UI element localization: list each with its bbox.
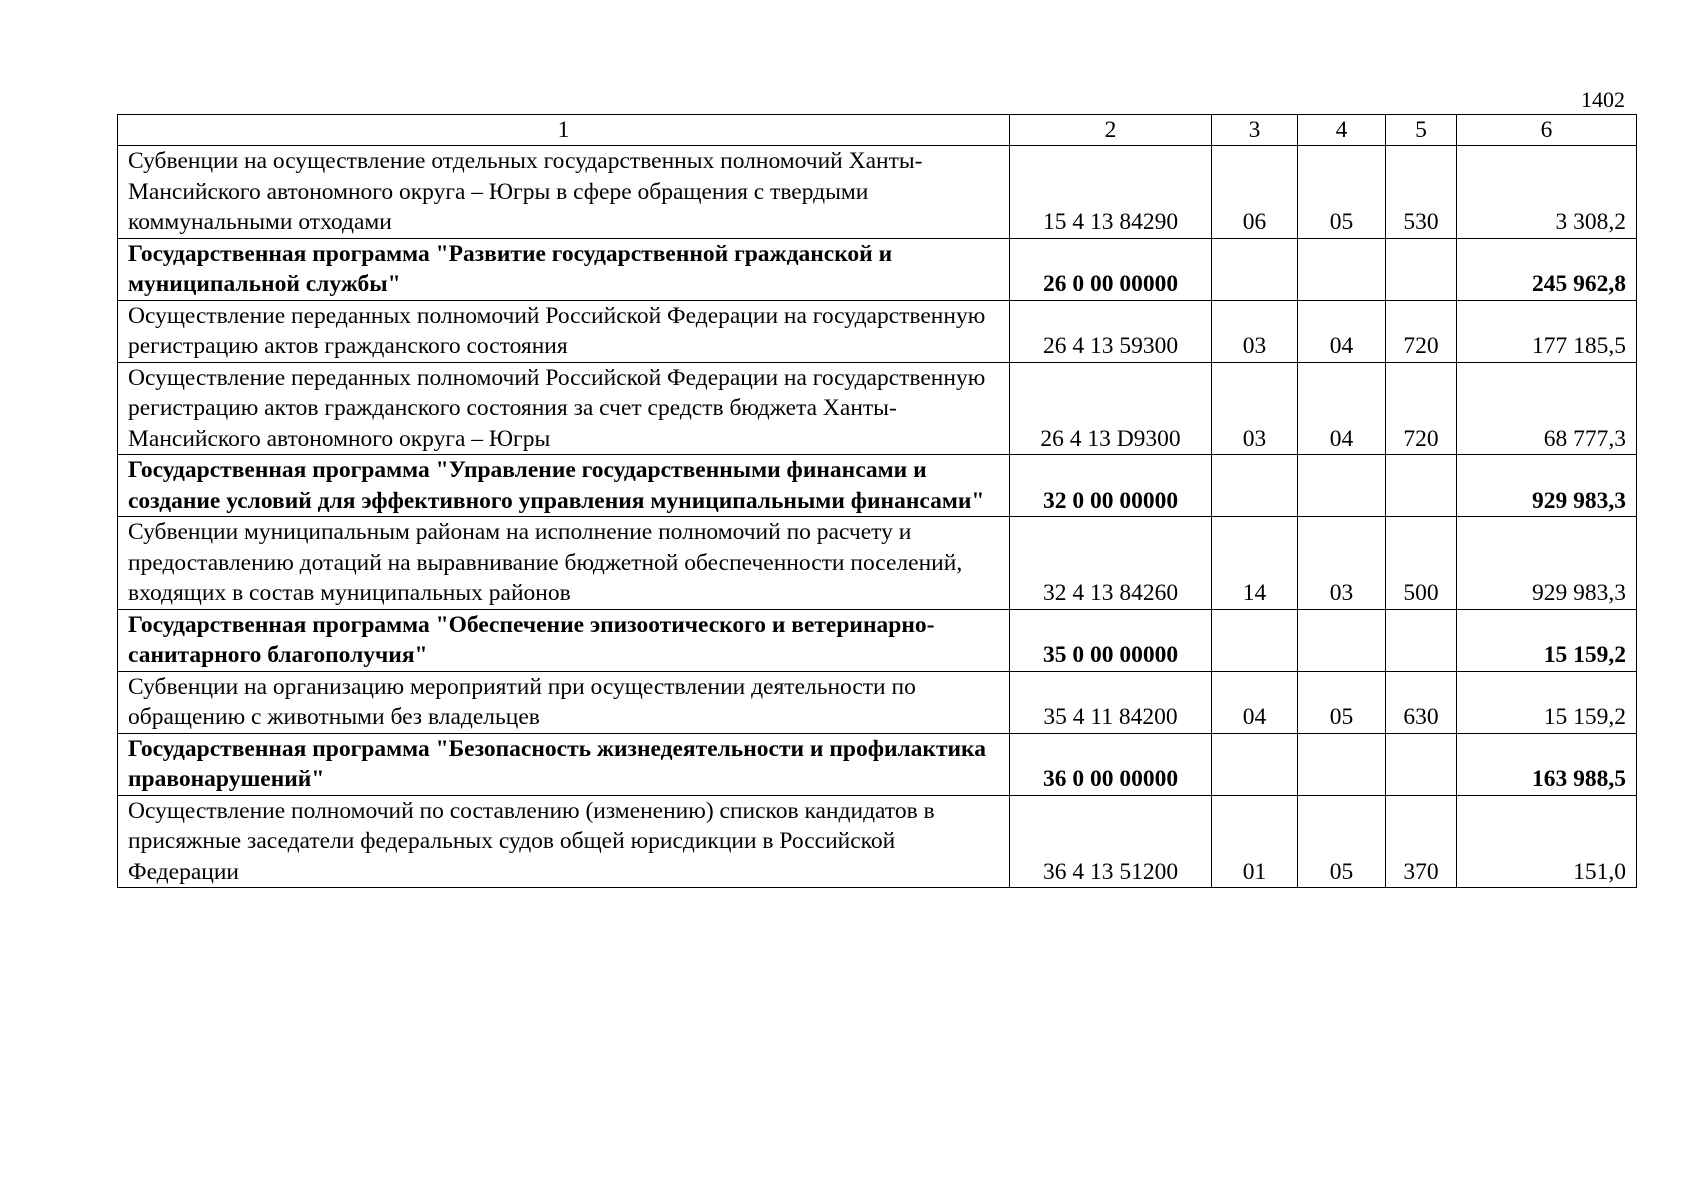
row-amount-cell: 929 983,3 [1457,517,1637,610]
row-section-cell [1212,455,1298,517]
row-amount-cell: 3 308,2 [1457,146,1637,239]
row-section-cell: 04 [1212,671,1298,733]
row-code-cell: 26 4 13 59300 [1010,300,1212,362]
row-name-cell: Осуществление переданных полномочий Российской Федерации на государственную регистрацию актов гражданского состояния за счет средств бюджета Ханты-Мансийского автономного округа – Югры [118,362,1010,455]
row-section-cell: 03 [1212,362,1298,455]
row-code-cell: 36 4 13 51200 [1010,795,1212,888]
table-row [118,300,1637,362]
row-type-cell: 500 [1386,517,1457,610]
row-subsection-cell [1298,609,1386,671]
row-section-cell: 03 [1212,300,1298,362]
row-subsection-cell: 05 [1298,795,1386,888]
row-section-cell [1212,733,1298,795]
table-row [118,455,1637,517]
budget-table-body [118,115,1637,888]
row-type-cell [1386,238,1457,300]
row-name-cell: Осуществление полномочий по составлению (изменению) списков кандидатов в присяжные заседатели федеральных судов общей юрисдикции в Российской Федерации [118,795,1010,888]
row-name-cell: Государственная программа "Управление государственными финансами и создание условий для эффективного управления муниципальными финансами" [118,455,1010,517]
row-name-cell: Государственная программа "Безопасность жизнедеятельности и профилактика правонарушений" [118,733,1010,795]
table-row [118,671,1637,733]
row-type-cell [1386,733,1457,795]
table-row [118,238,1637,300]
row-name-cell: Осуществление переданных полномочий Российской Федерации на государственную регистрацию актов гражданского состояния [118,300,1010,362]
row-type-cell: 720 [1386,362,1457,455]
column-header: 6 [1457,115,1637,146]
row-section-cell [1212,238,1298,300]
row-code-cell: 35 4 11 84200 [1010,671,1212,733]
row-amount-cell: 163 988,5 [1457,733,1637,795]
row-type-cell: 530 [1386,146,1457,239]
row-section-cell: 14 [1212,517,1298,610]
row-code-cell: 15 4 13 84290 [1010,146,1212,239]
row-amount-cell: 68 777,3 [1457,362,1637,455]
column-header: 1 [118,115,1010,146]
table-row [118,517,1637,610]
row-name-cell: Субвенции на осуществление отдельных государственных полномочий Ханты-Мансийского автономного округа – Югры в сфере обращения с твердыми коммунальными отходами [118,146,1010,239]
column-header: 3 [1212,115,1298,146]
table-row [118,146,1637,239]
row-type-cell [1386,455,1457,517]
budget-table [117,114,1637,888]
row-name-cell: Субвенции муниципальным районам на исполнение полномочий по расчету и предоставлению дотаций на выравнивание бюджетной обеспеченности поселений, входящих в состав муниципальных районов [118,517,1010,610]
table-row [118,795,1637,888]
row-subsection-cell: 04 [1298,300,1386,362]
column-header: 4 [1298,115,1386,146]
table-row [118,362,1637,455]
row-type-cell [1386,609,1457,671]
row-amount-cell: 15 159,2 [1457,671,1637,733]
row-section-cell: 01 [1212,795,1298,888]
row-subsection-cell [1298,455,1386,517]
row-name-cell: Государственная программа "Обеспечение эпизоотического и ветеринарно-санитарного благополучия" [118,609,1010,671]
row-amount-cell: 15 159,2 [1457,609,1637,671]
row-type-cell: 630 [1386,671,1457,733]
column-header: 5 [1386,115,1457,146]
row-subsection-cell: 05 [1298,671,1386,733]
row-code-cell: 26 4 13 D9300 [1010,362,1212,455]
row-code-cell: 26 0 00 00000 [1010,238,1212,300]
row-code-cell: 36 0 00 00000 [1010,733,1212,795]
row-type-cell: 370 [1386,795,1457,888]
row-code-cell: 32 0 00 00000 [1010,455,1212,517]
row-type-cell: 720 [1386,300,1457,362]
row-amount-cell: 929 983,3 [1457,455,1637,517]
row-code-cell: 32 4 13 84260 [1010,517,1212,610]
page-number: 1402 [1581,87,1625,112]
row-amount-cell: 177 185,5 [1457,300,1637,362]
row-subsection-cell: 03 [1298,517,1386,610]
row-name-cell: Субвенции на организацию мероприятий при осуществлении деятельности по обращению с животными без владельцев [118,671,1010,733]
row-subsection-cell [1298,733,1386,795]
row-subsection-cell: 04 [1298,362,1386,455]
row-amount-cell: 151,0 [1457,795,1637,888]
row-section-cell [1212,609,1298,671]
row-section-cell: 06 [1212,146,1298,239]
row-subsection-cell [1298,238,1386,300]
table-row [118,609,1637,671]
row-name-cell: Государственная программа "Развитие государственной гражданской и муниципальной службы" [118,238,1010,300]
column-header: 2 [1010,115,1212,146]
column-number-row [118,115,1637,146]
row-amount-cell: 245 962,8 [1457,238,1637,300]
row-subsection-cell: 05 [1298,146,1386,239]
table-row [118,733,1637,795]
row-code-cell: 35 0 00 00000 [1010,609,1212,671]
